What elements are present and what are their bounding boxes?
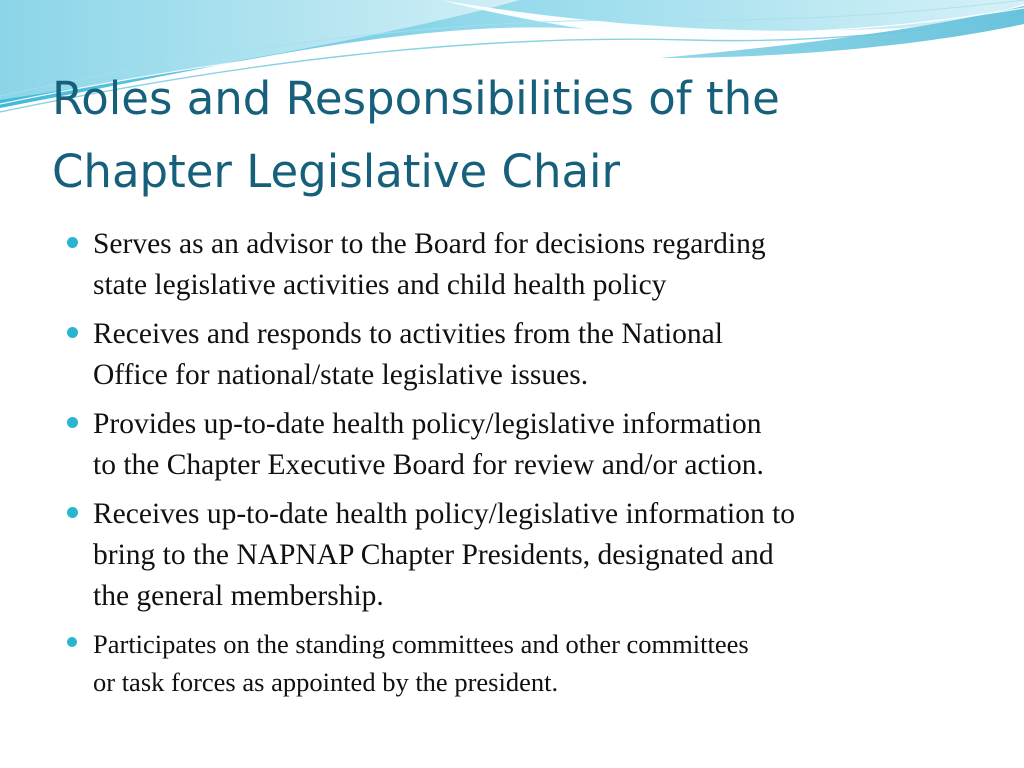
bullet-text xyxy=(93,494,984,617)
bullet-item xyxy=(64,494,984,617)
bullet-text-line: Office for national/state legislative issues. xyxy=(93,359,589,391)
bullet-dot-icon xyxy=(67,417,78,428)
bullet-text-line: Serves as an advisor to the Board for decisions regarding xyxy=(93,228,766,260)
bullet-text-line: Receives and responds to activities from the National xyxy=(93,318,723,350)
bullet-item xyxy=(64,404,984,486)
bullet-dot-icon xyxy=(67,237,78,248)
bullet-text-line: Participates on the standing committees and other committees xyxy=(93,629,749,659)
slide-title xyxy=(52,62,992,208)
bullet-dot-icon xyxy=(67,637,77,647)
bullet-text-line: state legislative activities and child health policy xyxy=(93,269,667,301)
bullet-text-line: the general membership. xyxy=(93,580,384,612)
bullet-dot-icon xyxy=(67,507,78,518)
slide-title-line-1: Roles and Responsibilities of the xyxy=(52,72,780,125)
bullet-dot-icon xyxy=(67,327,78,338)
bullet-text xyxy=(93,404,984,486)
bullet-text xyxy=(93,224,984,306)
bullet-item xyxy=(64,625,984,701)
bullet-item xyxy=(64,314,984,396)
bullet-text-line: bring to the NAPNAP Chapter Presidents, designated and xyxy=(93,539,774,571)
bullet-text-line: Provides up-to-date health policy/legislative information xyxy=(93,408,762,440)
bullet-text-line: to the Chapter Executive Board for review and/or action. xyxy=(93,449,764,481)
bullet-list xyxy=(64,224,984,709)
slide-title-line-2: Chapter Legislative Chair xyxy=(52,145,621,198)
bullet-text xyxy=(93,314,984,396)
bullet-item xyxy=(64,224,984,306)
bullet-text-line: or task forces as appointed by the president. xyxy=(93,667,559,697)
bullet-text-line: Receives up-to-date health policy/legislative information to xyxy=(93,498,796,530)
bullet-text xyxy=(93,625,984,701)
